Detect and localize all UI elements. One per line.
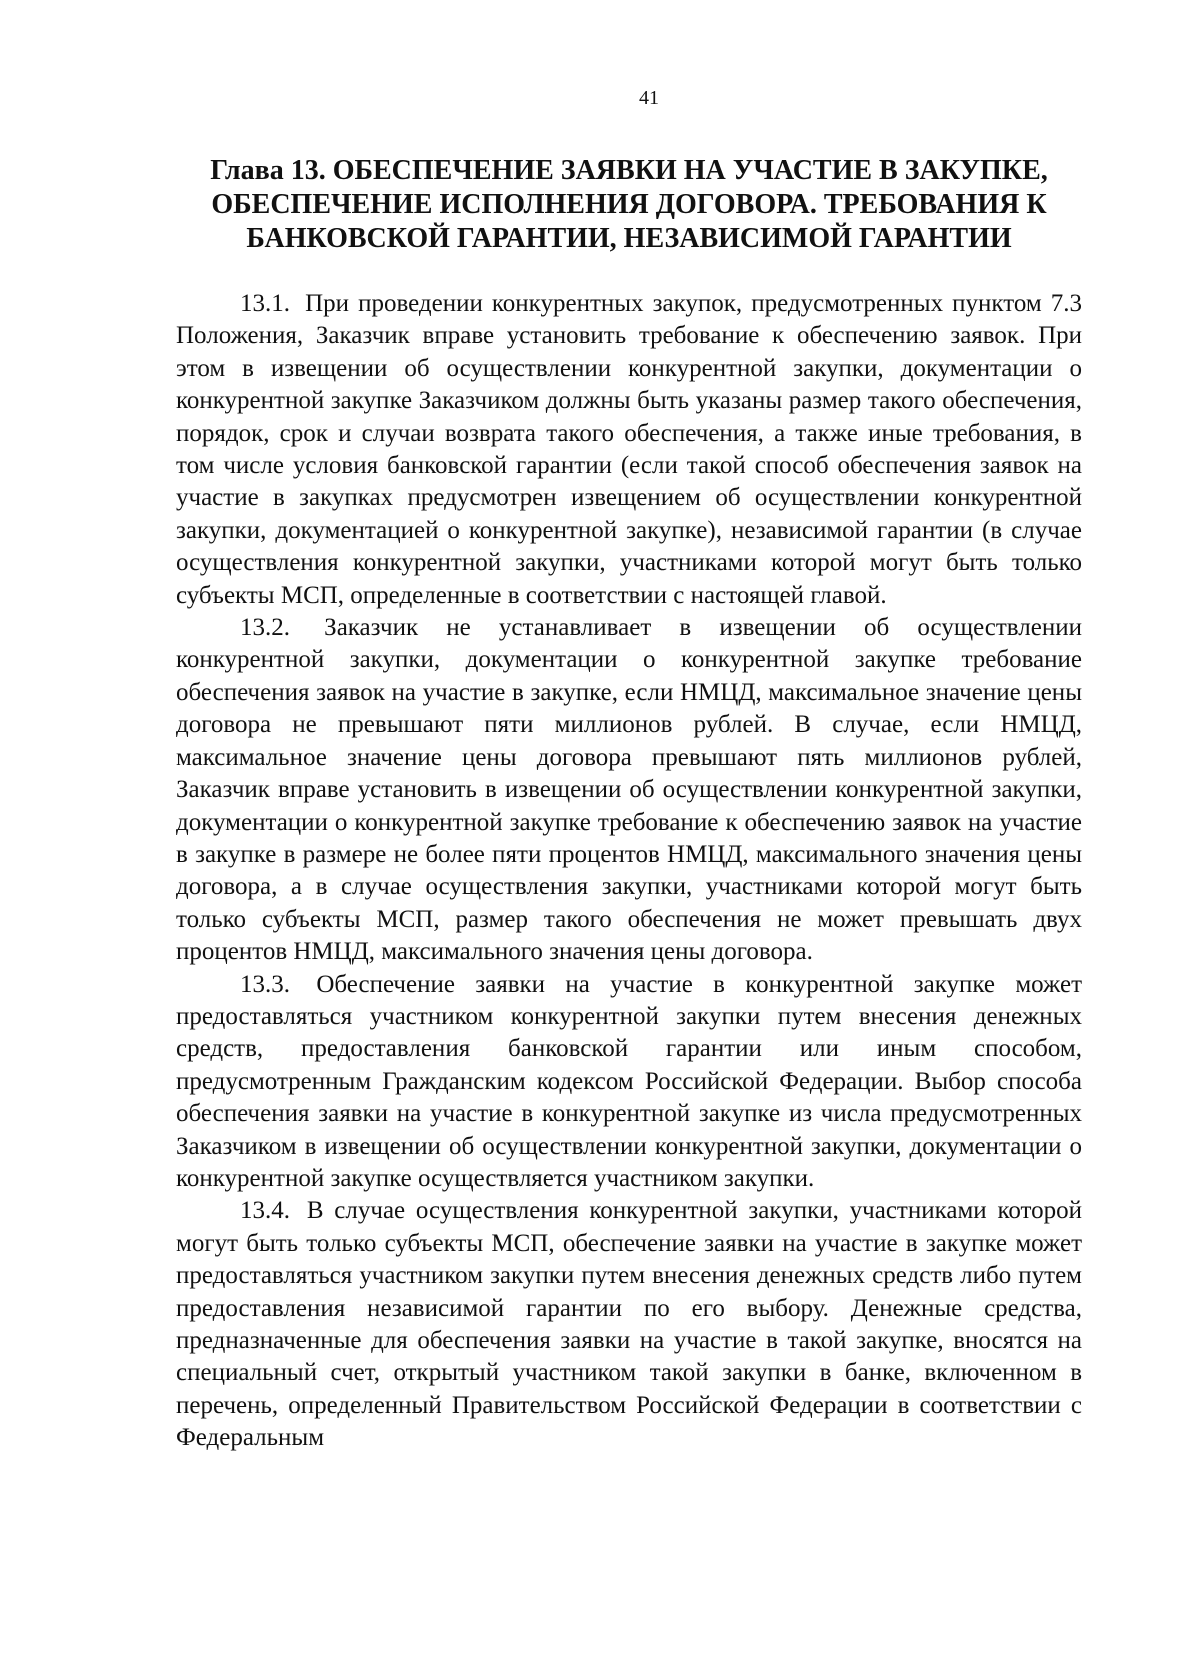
paragraph-number: 13.4.	[240, 1197, 290, 1225]
paragraph-number: 13.3.	[240, 970, 290, 998]
paragraph-text: Обеспечение заявки на участие в конкурентной закупке может предоставляться участником конкурентной закупки путем внесения денежных средств, предоставления банковской гарантии или иным способом, предусмотренным Гражданским кодексом Российской Федерации. Выбор способа обеспечения заявки на участие в конкурентной закупке из числа предусмотренных Заказчиком в извещении об осуществлении конкурентной закупки, документации о конкурентной закупке осуществляется участником закупки.	[176, 970, 1082, 1192]
paragraph-number: 13.1.	[240, 290, 290, 317]
paragraph-13-2	[176, 612, 1082, 968]
paragraph-text: В случае осуществления конкурентной закупки, участниками которой могут быть только субъекты МСП, обеспечение заявки на участие в закупке может предоставляться участником закупки путем внесения денежных средств либо путем предоставления независимой гарантии по его выбору. Денежные средства, предназначенные для обеспечения заявки на участие в такой закупке, вносятся на специальный счет, открытый участником такой закупки в банке, включенном в перечень, определенный Правительством Российской Федерации в соответствии с Федеральным	[176, 1197, 1082, 1452]
chapter-title: Глава 13. ОБЕСПЕЧЕНИЕ ЗАЯВКИ НА УЧАСТИЕ В ЗАКУПКЕ, ОБЕСПЕЧЕНИЕ ИСПОЛНЕНИЯ ДОГОВОРА. ТРЕБОВАНИЯ К БАНКОВСКОЙ ГАРАНТИИ, НЕЗАВИСИМОЙ ГАРАНТИИ	[210, 155, 1048, 254]
paragraph-text: Заказчик не устанавливает в извещении об осуществлении конкурентной закупки, документации о конкурентной закупке требование обеспечения заявок на участие в закупке, если НМЦД, максимальное значение цены договора не превышают пяти миллионов рублей. В случае, если НМЦД, максимальное значение цены договора превышают пять миллионов рублей, Заказчик вправе установить в извещении об осуществлении конкурентной закупки, документации о конкурентной закупке требование к обеспечению заявок на участие в закупке в размере не более пяти процентов НМЦД, максимального значения цены договора, а в случае осуществления закупки, участниками которой могут быть только субъекты МСП, размер такого обеспечения не может превышать двух процентов НМЦД, максимального значения цены договора.	[176, 614, 1082, 966]
paragraph-13-1	[176, 288, 1082, 612]
page-number: 41	[639, 87, 659, 109]
paragraph-number: 13.2.	[240, 614, 290, 642]
paragraph-13-3	[176, 969, 1082, 1196]
paragraph-13-4	[176, 1195, 1082, 1454]
paragraph-text: При проведении конкурентных закупок, предусмотренных пунктом 7.3 Положения, Заказчик вправе установить требование к обеспечению заявок. При этом в извещении об осуществлении конкурентной закупки, документации о конкурентной закупке Заказчиком должны быть указаны размер такого обеспечения, порядок, срок и случаи возврата такого обеспечения, а также иные требования, в том числе условия банковской гарантии (если такой способ обеспечения заявок на участие в закупках предусмотрен извещением об осуществлении конкурентной закупки, документацией о конкурентной закупке), независимой гарантии (в случае осуществления конкурентной закупки, участниками которой могут быть только субъекты МСП, определенные в соответствии с настоящей главой.	[176, 290, 1082, 609]
